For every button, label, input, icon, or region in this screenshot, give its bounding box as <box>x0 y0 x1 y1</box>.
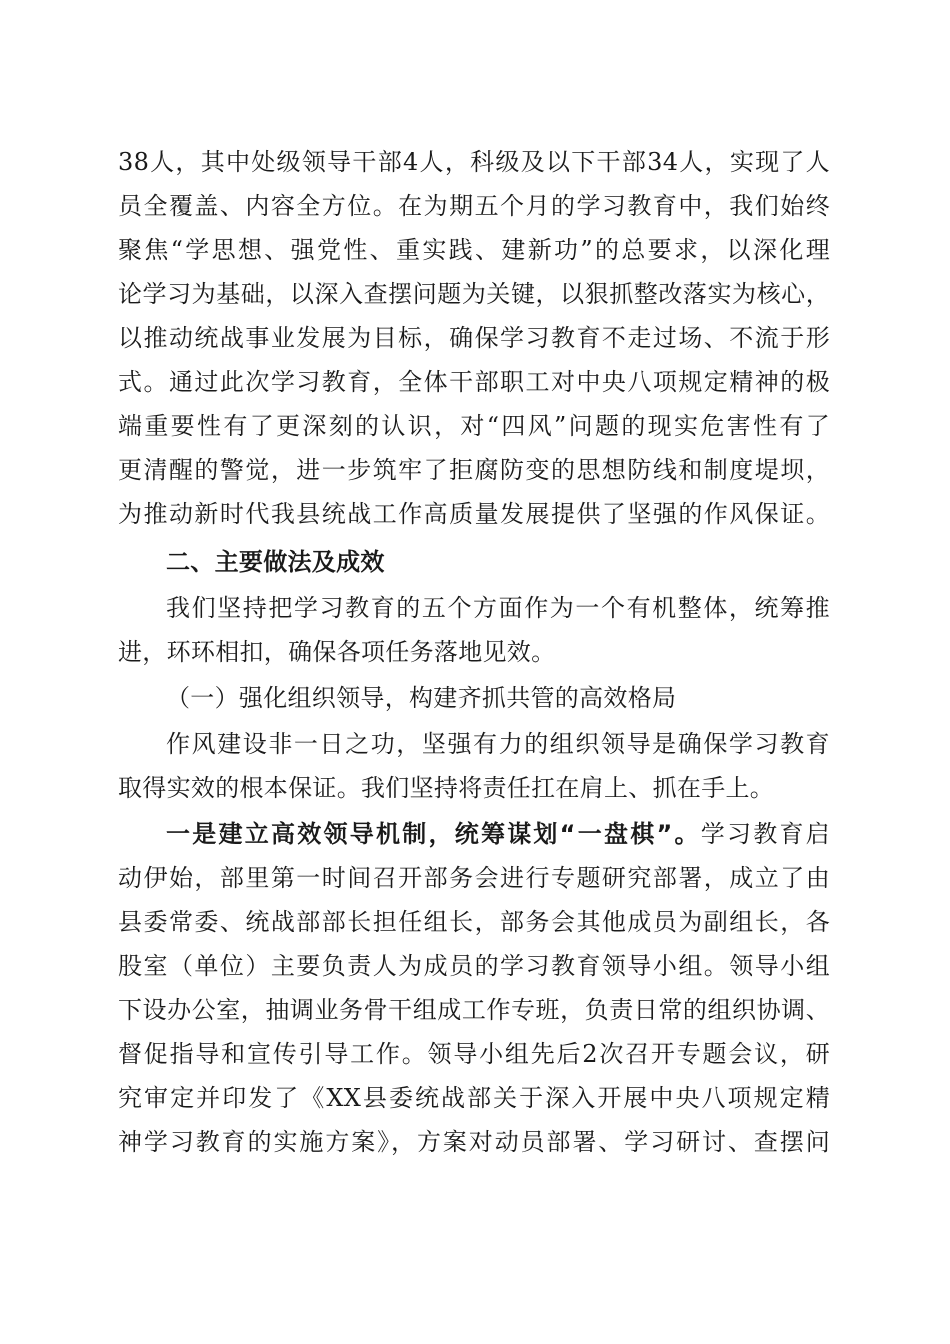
subsection-heading: （一）强化组织领导，构建齐抓共管的高效格局 <box>166 684 677 712</box>
lead-rest: 学习教育启 <box>700 820 830 848</box>
body-line: 督促指导和宣传引导工作。领导小组先后2次召开专题会议，研 <box>118 1040 830 1068</box>
body-line: 更清醒的警觉，进一步筑牢了拒腐防变的思想防线和制度堤坝， <box>118 456 830 484</box>
body-line: 下设办公室，抽调业务骨干组成工作专班，负责日常的组织协调、 <box>118 996 830 1024</box>
body-line: 神学习教育的实施方案》，方案对动员部署、学习研讨、查摆问 <box>118 1128 830 1156</box>
body-line: 论学习为基础，以深入查摆问题为关键，以狠抓整改落实为核心， <box>118 280 830 308</box>
body-line: 作风建设非一日之功，坚强有力的组织领导是确保学习教育 <box>166 730 830 758</box>
body-line: 员全覆盖、内容全方位。在为期五个月的学习教育中，我们始终 <box>118 192 830 220</box>
body-line: 进，环环相扣，确保各项任务落地见效。 <box>118 638 556 666</box>
body-line-lead <box>166 812 830 856</box>
section-heading: 二、主要做法及成效 <box>166 548 385 576</box>
lead-phrase: 一是建立高效领导机制，统筹谋划“一盘棋”。 <box>166 820 701 848</box>
body-line: 县委常委、统战部部长担任组长，部务会其他成员为副组长，各 <box>118 908 830 936</box>
body-line: 端重要性有了更深刻的认识，对“四风”问题的现实危害性有了 <box>118 412 830 440</box>
body-line: 股室（单位）主要负责人为成员的学习教育领导小组。领导小组 <box>118 952 830 980</box>
body-line: 为推动新时代我县统战工作高质量发展提供了坚强的作风保证。 <box>118 500 830 528</box>
body-line: 究审定并印发了《XX县委统战部关于深入开展中央八项规定精 <box>118 1084 830 1112</box>
body-line: 动伊始，部里第一时间召开部务会进行专题研究部署，成立了由 <box>118 864 830 892</box>
body-line: 取得实效的根本保证。我们坚持将责任扛在肩上、抓在手上。 <box>118 774 775 802</box>
body-line: 聚焦“学思想、强党性、重实践、建新功”的总要求，以深化理 <box>118 236 830 264</box>
body-line: 以推动统战事业发展为目标，确保学习教育不走过场、不流于形 <box>118 324 830 352</box>
body-line: 式。通过此次学习教育，全体干部职工对中央八项规定精神的极 <box>118 368 830 396</box>
body-line: 我们坚持把学习教育的五个方面作为一个有机整体，统筹推 <box>166 594 830 622</box>
body-line: 38人，其中处级领导干部4人，科级及以下干部34人，实现了人 <box>118 148 830 176</box>
